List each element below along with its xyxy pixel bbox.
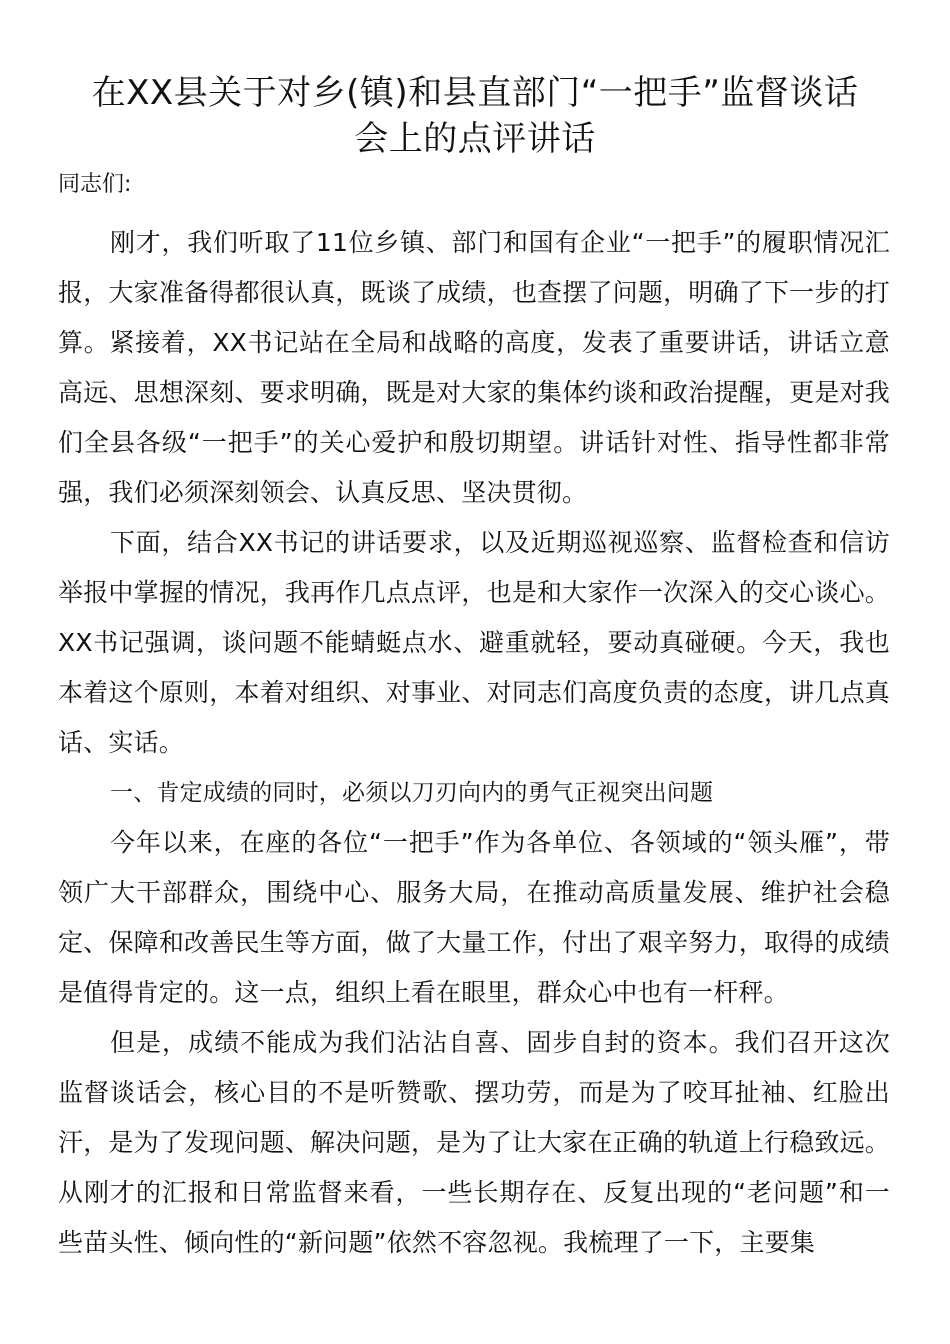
- paragraph-problems: 但是，成绩不能成为我们沾沾自喜、固步自封的资本。我们召开这次监督谈话会，核心目的不是听赞歌、摆功劳，而是为了咬耳扯袖、红脸出汗，是为了发现问题、解决问题，是为了让大家在正确的轨道上行稳致远。从刚才的汇报和日常监督来看，一些长期存在、反复出现的“老问题”和一些苗头性、倾向性的“新问题”依然不容忽视。我梳理了一下，主要集: [58, 1028, 890, 1257]
- document-title-line-1: 在XX县关于对乡(镇)和县直部门“一把手”监督谈话: [91, 73, 859, 113]
- paragraph-opening: 刚才，我们听取了11位乡镇、部门和国有企业“一把手”的履职情况汇报，大家准备得都很认真，既谈了成绩，也查摆了问题，明确了下一步的打算。紧接着，XX书记站在全局和战略的高度，发表了重要讲话，讲话立意高远、思想深刻、要求明确，既是对大家的集体约谈和政治提醒，更是对我们全县各级“一把手”的关心爱护和殷切期望。讲话针对性、指导性都非常强，我们必须深刻领会、认真反思、坚决贯彻。: [58, 228, 890, 507]
- section-heading-1: 一、肯定成绩的同时，必须以刀刃向内的勇气正视突出问题: [110, 780, 714, 806]
- paragraph-comments-intro: 下面，结合XX书记的讲话要求，以及近期巡视巡察、监督检查和信访举报中掌握的情况，我再作几点点评，也是和大家作一次深入的交心谈心。XX书记强调，谈问题不能蜻蜓点水、避重就轻，要动真碰硬。今天，我也本着这个原则，本着对组织、对事业、对同志们高度负责的态度，讲几点真话、实话。: [58, 528, 890, 757]
- salutation: 同志们:: [58, 172, 132, 197]
- document-title-line-2: 会上的点评讲话: [354, 119, 596, 159]
- paragraph-achievements: 今年以来，在座的各位“一把手”作为各单位、各领域的“领头雁”，带领广大干部群众，围绕中心、服务大局，在推动高质量发展、维护社会稳定、保障和改善民生等方面，做了大量工作，付出了艰辛努力，取得的成绩是值得肯定的。这一点，组织上看在眼里，群众心中也有一杆秤。: [58, 828, 890, 1007]
- document-body: [58, 218, 890, 1268]
